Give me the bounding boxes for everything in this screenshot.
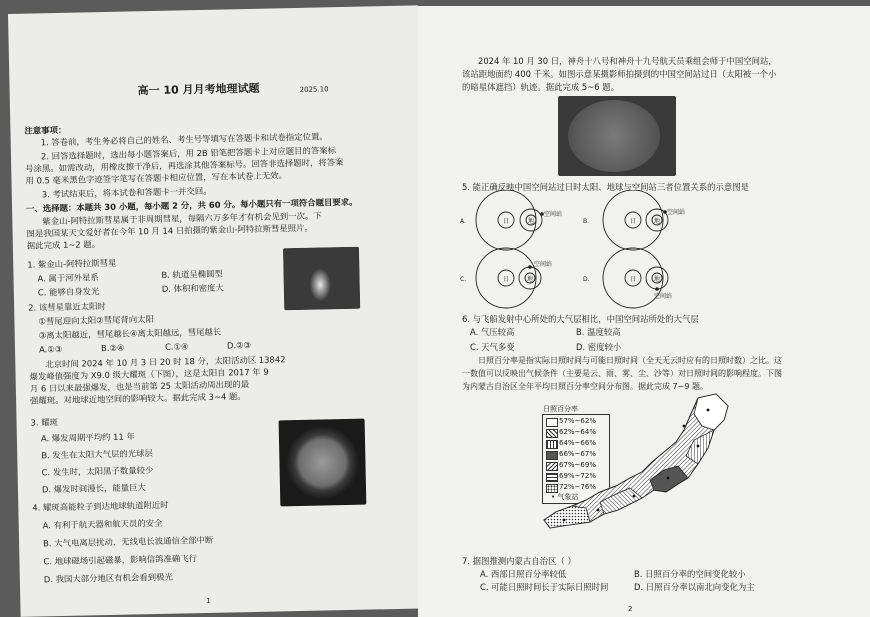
question-3: 3. 耀斑 — [30, 417, 59, 428]
question-4: 4. 耀斑高能粒子到达地球轨道附近时 — [32, 499, 169, 513]
earth-label: 地 — [654, 276, 661, 283]
sun-label: 日 — [503, 276, 510, 283]
option-6c: C. 天气多变 — [470, 342, 515, 352]
exam-date: 2025.10 — [299, 85, 329, 94]
passage-line: 月 6 日以来最强爆发，也是当前第 25 太阳活动周出现的最 — [29, 379, 250, 394]
option-4d: D. 我国大部分地区有机会看到极光 — [43, 571, 173, 585]
passage-line: 北京时间 2024 年 10 月 3 日 20 时 18 分，太阳活动区 13842 — [45, 354, 286, 370]
sun-label: 日 — [503, 218, 510, 225]
section-heading: 一、选择题：本题共 30 小题，每小题 2 分，共 60 分。每小题只有一项符合题目要求。 — [25, 196, 358, 214]
legend-item: • 气象站 — [551, 493, 579, 501]
option-6b: B. 温度较高 — [576, 327, 621, 337]
space-station-transit-photo — [558, 96, 676, 176]
page-number: 1 — [206, 596, 211, 605]
position-diagrams — [458, 190, 808, 310]
passage-line: 的暗星体遮挡）轨迹。据此完成 5~6 题。 — [462, 82, 619, 92]
diagram-option-b: B. — [583, 218, 590, 225]
option-2c: C.①④ — [164, 341, 189, 352]
notice-line: 3. 考试结束后，将本试卷和答题卡一并交回。 — [41, 185, 212, 200]
option-4c: C. 地球磁场引起磁暴，影响信鸽准确飞行 — [43, 553, 198, 567]
question-6: 6. 与飞船发射中心所处的大气层相比，中国空间站所处的大气层 — [462, 314, 699, 324]
option-7c: C. 可能日照时间长于实际日照时间 — [480, 582, 609, 592]
legend-item: 64%~66% — [559, 439, 596, 447]
question-5: 5. 能正确反映中国空间站过日时太阳、地球与空间站三者位置关系的示意图是 — [462, 182, 750, 192]
legend-item: 57%~62% — [559, 417, 596, 425]
diagram-option-a: A. — [460, 218, 466, 225]
option-3d: D. 爆发时间漫长，能量巨大 — [41, 482, 146, 495]
option-6a: A. 气压较高 — [470, 327, 515, 337]
station-label: 空间站 — [667, 209, 686, 216]
option-7d: D. 日照百分率以南北向变化为主 — [634, 582, 755, 592]
option-3c: C. 发生时，太阳黑子数量较少 — [41, 465, 154, 478]
notice-line: 用 0.5 毫米黑色字迹签字笔写在答题卡相应位置，写在本试卷上无效。 — [25, 170, 288, 186]
exam-page-2 — [418, 6, 870, 617]
legend-item: 72%~76% — [559, 483, 596, 491]
legend-title: 日照百分率 — [543, 405, 578, 413]
option-1d: D. 体积和密度大 — [161, 282, 224, 294]
passage-line: 据此完成 1~2 题。 — [26, 239, 101, 251]
solar-flare-photo — [279, 419, 367, 507]
inner-mongolia-sunshine-map — [538, 386, 758, 546]
option-6d: D. 密度较小 — [576, 342, 622, 352]
option-2b: B.②④ — [100, 342, 125, 354]
earth-label: 地 — [527, 276, 534, 283]
option-2a: A.①③ — [38, 343, 63, 355]
question-2: 2. 该彗星靠近太阳时 — [28, 301, 106, 313]
notice-line: 号涂黑。如需改动，用橡皮擦干净后，再选涂其他答案标号。回答非选择题时，将答案 — [25, 157, 344, 174]
passage-line: 强耀斑。对地球近地空间的影响较大。据此完成 3~4 题。 — [29, 391, 246, 406]
question-2-statements: ③离太阳越近，彗尾越长④离太阳越远，彗尾越长 — [38, 326, 222, 341]
notice-line: 2. 回答选择题时，选出每小题答案后，用 2B 铅笔把答题卡上对应题目的答案标 — [40, 145, 337, 162]
earth-label: 地 — [654, 218, 661, 225]
option-1c: C. 能够自身发光 — [37, 286, 100, 298]
exam-title: 高一 10 月月考地理试题 — [137, 81, 260, 98]
option-2d: D.②③ — [226, 339, 252, 351]
exam-page-1 — [8, 5, 431, 616]
option-1b: B. 轨道呈椭圆型 — [161, 268, 223, 280]
passage-line: 一数值可以反映出气候条件（主要是云、雨、雾、尘、沙等）对日照时间的影响程度。下图 — [462, 369, 782, 378]
passage-line: 紫金山-阿特拉斯彗星属于非周期彗星，每隔六万多年才有机会见到一次。下 — [42, 210, 322, 227]
option-7a: A. 西部日照百分率较低 — [480, 569, 567, 579]
option-3b: B. 发生在太阳大气层的光球层 — [41, 448, 153, 461]
station-label: 空间站 — [544, 211, 563, 218]
passage-line: 为内蒙古自治区全年平均日照百分率空间分布图。据此完成 7~9 题。 — [462, 382, 708, 391]
earth-label: 地 — [528, 218, 535, 225]
option-3a: A. 爆发周期平均约 11 年 — [40, 431, 135, 444]
notice-line: 1. 答卷前，考生务必将自己的姓名、考生号等填写在答题卡和试卷指定位置。 — [40, 131, 328, 148]
sun-label: 日 — [630, 218, 637, 225]
comet-photo — [283, 247, 360, 311]
page-number: 2 — [628, 605, 633, 613]
option-7b: B. 日照百分率的空间变化较小 — [634, 569, 746, 579]
legend-item: 69%~72% — [559, 472, 596, 480]
station-label: 空间站 — [534, 261, 553, 268]
option-4b: B. 大气电离层扰动，无线电长波通信全部中断 — [42, 534, 214, 549]
question-2-statements: ①彗尾迎向太阳②彗尾背向太阳 — [38, 314, 155, 327]
passage-line: 爆发峰值强度为 X9.0 级大耀斑（下图），这是太阳自 2017 年 9 — [29, 366, 269, 382]
question-1: 1. 紫金山-阿特拉斯彗星 — [27, 257, 117, 270]
question-7: 7. 据图推测内蒙古自治区（ ） — [462, 556, 576, 566]
notice-title: 注意事项： — [24, 124, 67, 136]
passage-line: 该站距地面约 400 千米。如图示意某摄影师拍摄到的中国空间站过日（太阳被一个小 — [462, 69, 777, 79]
option-4a: A. 有利于航天器和航天员的安全 — [42, 517, 163, 531]
sun-label: 日 — [630, 276, 637, 283]
passage-line: 2024 年 10 月 30 日，神舟十八号和神舟十九号航天员乘组会师于中国空间站， — [478, 56, 777, 66]
diagram-option-d: D. — [583, 276, 590, 283]
passage-line: 图是我国某天文爱好者在今年 10 月 14 日拍摄的紫金山-阿特拉斯彗星照片。 — [26, 222, 313, 239]
legend-item: 67%~69% — [559, 461, 596, 469]
legend-item: 66%~67% — [559, 450, 596, 458]
legend-item: 62%~64% — [559, 428, 596, 436]
station-label: 空间站 — [654, 293, 673, 300]
option-1a: A. 属于河外星系 — [37, 272, 99, 284]
diagram-option-c: C. — [460, 276, 467, 283]
passage-line: 日照百分率是指实际日照时间与可能日照时间（全天无云时应有的日照时数）之比。这 — [478, 356, 782, 365]
